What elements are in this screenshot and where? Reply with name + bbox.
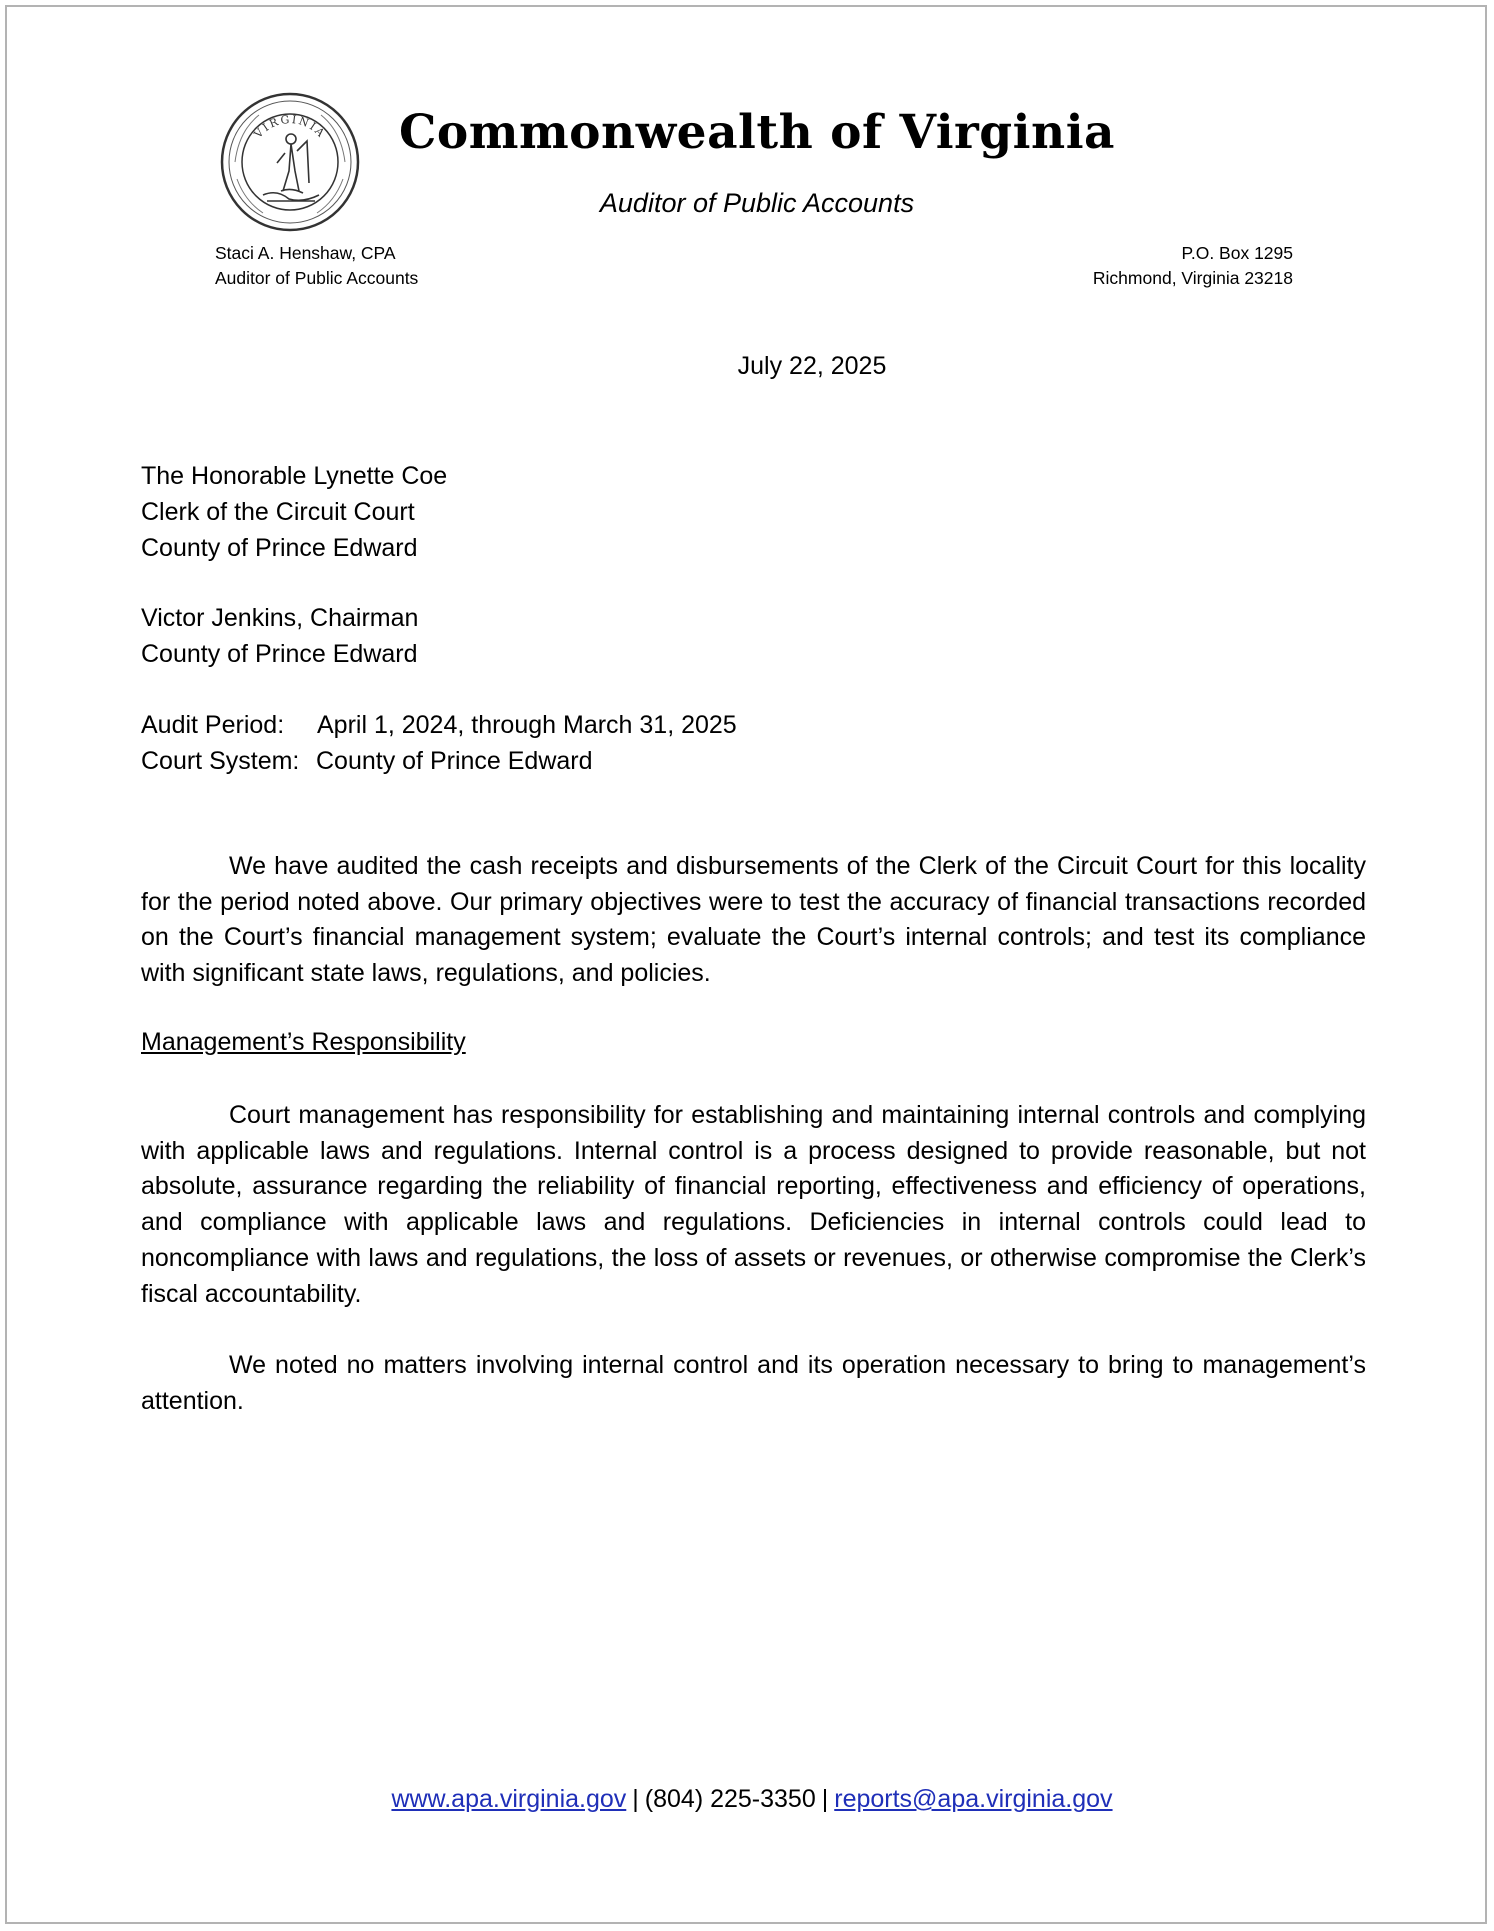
letter-page [5, 5, 1487, 1924]
email-link[interactable]: reports@apa.virginia.gov [834, 1785, 1113, 1813]
svg-text:VIRGINIA: VIRGINIA [251, 112, 329, 141]
addressee-line: County of Prince Edward [141, 640, 418, 668]
section-heading-management: Management’s Responsibility [141, 1028, 466, 1056]
city-state-zip: Richmond, Virginia 23218 [1092, 268, 1293, 288]
addressee-line: The Honorable Lynette Coe [141, 462, 448, 490]
letter-date: July 22, 2025 [737, 352, 887, 380]
addressee-line: County of Prince Edward [141, 534, 418, 562]
auditor-name: Staci A. Henshaw, CPA [215, 243, 396, 263]
footer-contact [7, 1785, 1494, 1814]
virginia-seal-logo [219, 91, 361, 233]
phone-number: (804) 225-3350 [644, 1785, 816, 1813]
audit-period-row [141, 707, 737, 743]
mailing-address-block [1007, 241, 1293, 291]
body-paragraph-objectives: We have audited the cash receipts and disbursements of the Clerk of the Circuit Court for this locality for the period noted above. Our primary objectives were to test the accuracy of financial transactions recorded on the Court’s financial management system; evaluate the Court’s internal controls; and test its compliance with significant state laws, regulations, and policies. [141, 852, 1366, 988]
court-system-label: Court System: [141, 747, 300, 775]
addressee-block-chairman [141, 600, 418, 672]
letterhead-subtitle: Auditor of Public Accounts [599, 188, 915, 218]
addressee-block-clerk [141, 458, 447, 566]
footer-separator: | [821, 1785, 829, 1813]
addressee-line: Victor Jenkins, Chairman [141, 604, 419, 632]
court-system-value: County of Prince Edward [316, 747, 593, 775]
website-link[interactable]: www.apa.virginia.gov [391, 1785, 627, 1813]
audit-info-block [141, 707, 737, 779]
addressee-line: Clerk of the Circuit Court [141, 498, 415, 526]
audit-period-value: April 1, 2024, through March 31, 2025 [317, 711, 737, 739]
body-paragraph-responsibility: Court management has responsibility for establishing and maintaining internal controls and complying with applicable laws and regulations. Internal control is a process designed to provide reasonable, but not absolute, assurance regarding the reliability of financial reporting, effectiveness and efficiency of operations, and compliance with applicable laws and regulations. Deficiencies in internal controls could lead to noncompliance with laws and regulations, the loss of assets or revenues, or otherwise compromise the Clerk’s fiscal accountability. [141, 1101, 1366, 1308]
auditor-title: Auditor of Public Accounts [215, 268, 419, 288]
footer-separator: | [632, 1785, 639, 1813]
auditor-name-block [215, 241, 418, 291]
po-box: P.O. Box 1295 [1181, 243, 1293, 263]
court-system-row [141, 743, 737, 779]
letterhead-title: Commonwealth of Virginia [398, 105, 1116, 160]
audit-period-label: Audit Period: [141, 711, 285, 739]
body-paragraph-conclusion: We noted no matters involving internal control and its operation necessary to bring to management’s attention. [141, 1351, 1366, 1415]
